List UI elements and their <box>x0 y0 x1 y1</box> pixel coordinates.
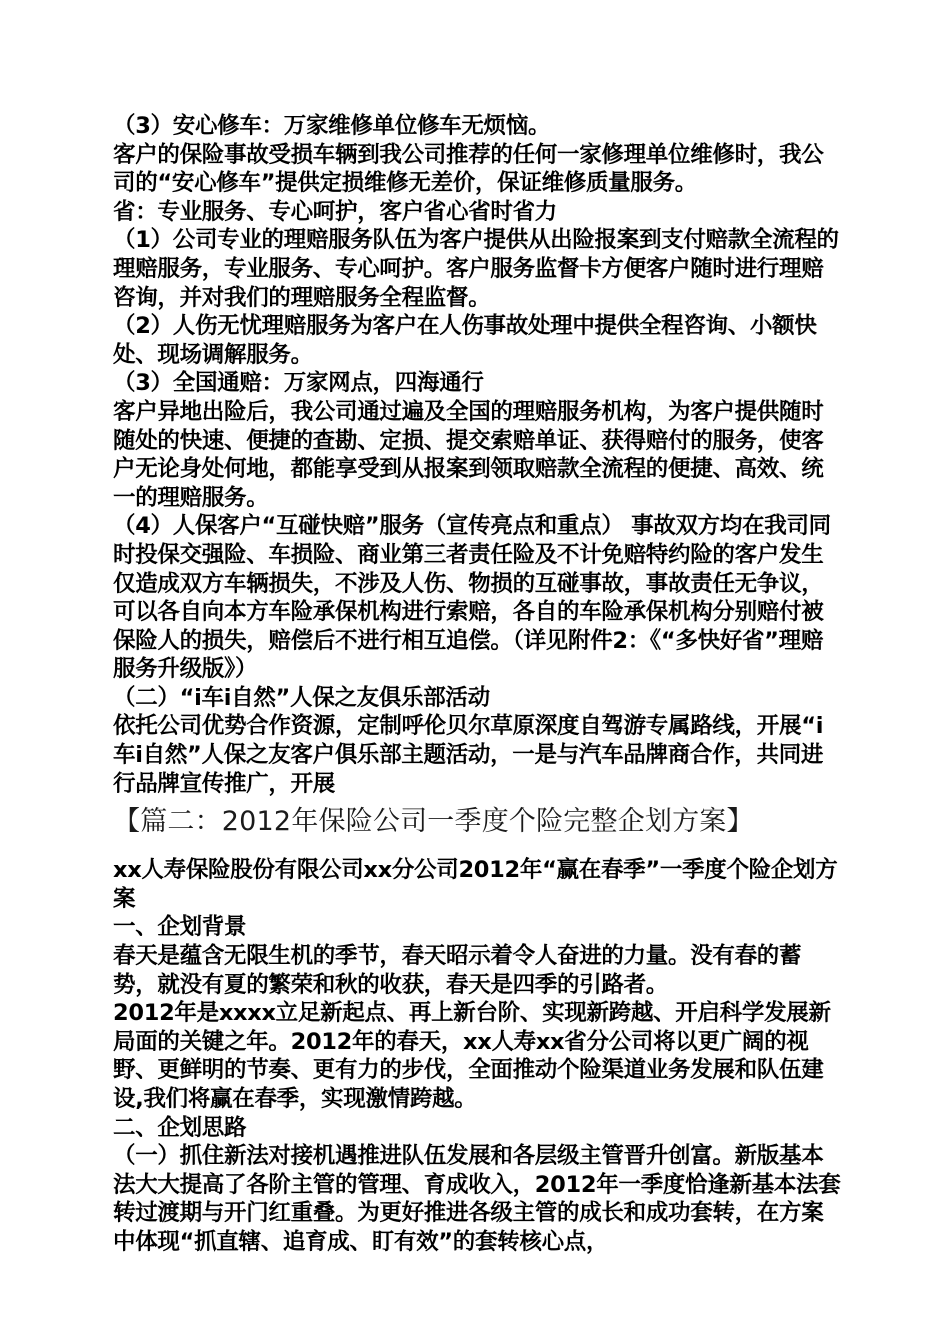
document-page <box>113 112 841 1257</box>
paragraph: 客户的保险事故受损车辆到我公司推荐的任何一家修理单位维修时，我公司的“安心修车”提供定损维修无差价，保证维修质量服务。 <box>113 141 824 197</box>
paragraph: （3）安心修车：万家维修单位修车无烦恼。 <box>113 113 551 139</box>
paragraph: （1）公司专业的理赔服务队伍为客户提供从出险报案到支付赔款全流程的理赔服务，专业服务、专心呵护。客户服务监督卡方便客户随时进行理赔咨询，并对我们的理赔服务全程监督。 <box>113 227 839 311</box>
paragraph: 依托公司优势合作资源，定制呼伦贝尔草原深度自驾游专属路线，开展“i车i自然”人保之友客户俱乐部主题活动，一是与汽车品牌商合作，共同进行品牌宣传推广，开展 <box>113 713 824 797</box>
spacer <box>113 840 841 856</box>
paragraph: 客户异地出险后，我公司通过遍及全国的理赔服务机构，为客户提供随时随处的快速、便捷的查勘、定损、提交索赔单证、获得赔付的服务，使客户无论身处何地，都能享受到从报案到领取赔款全流程的便捷、高效、统一的理赔服务。 <box>113 398 824 511</box>
paragraph: （二）“i车i自然”人保之友俱乐部活动 <box>113 684 490 711</box>
paragraph: 2012年是xxxx立足新起点、再上新台阶、实现新跨越、开启科学发展新局面的关键之年。2012年的春天，xx人寿xx省分公司将以更广阔的视野、更鲜明的节奏、更有力的步伐，全面推动个险渠道业务发展和队伍建设,我们将赢在春季，实现激情跨越。 <box>113 1000 831 1112</box>
paragraph: 二、企划思路 <box>113 1114 247 1141</box>
paragraph: 一、企划背景 <box>113 914 247 941</box>
paragraph: （4）人保客户“互碰快赔”服务（宣传亮点和重点） 事故双方均在我司同时投保交强险、车损险、商业第三者责任险及不计免赔特约险的客户发生仅造成双方车辆损失，不涉及人伤、物损的互碰事故，事故责任无争议，可以各自向本方车险承保机构进行索赔，各自的车险承保机构分别赔付被保险人的损失，赔偿后不进行相互追偿。（详见附件2：《“多快好省”理赔服务升级版》） <box>113 513 831 683</box>
paragraph: 春天是蕴含无限生机的季节，春天昭示着令人奋进的力量。没有春的蓄势，就没有夏的繁荣和秋的收获，春天是四季的引路者。 <box>113 943 802 998</box>
paragraph: （2）人伤无忧理赔服务为客户在人伤事故处理中提供全程咨询、小额快处、现场调解服务。 <box>113 313 817 368</box>
section-heading: 【篇二：2012年保险公司一季度个险完整企划方案】 <box>113 806 754 838</box>
paragraph: （3）全国通赔：万家网点，四海通行 <box>113 370 484 397</box>
paragraph: xx人寿保险股份有限公司xx分公司2012年“赢在春季”一季度个险企划方案 <box>113 857 838 912</box>
paragraph: 省：专业服务、专心呵护，客户省心省时省力 <box>113 198 558 225</box>
paragraph: （一）抓住新法对接机遇推进队伍发展和各层级主管晋升创富。新版基本法大大提高了各阶主管的管理、育成收入，2012年一季度恰逢新基本法套转过渡期与开门红重叠。为更好推进各级主管的成长和成功套转，在方案中体现“抓直辖、追育成、盯有效”的套转核心点， <box>113 1143 841 1255</box>
